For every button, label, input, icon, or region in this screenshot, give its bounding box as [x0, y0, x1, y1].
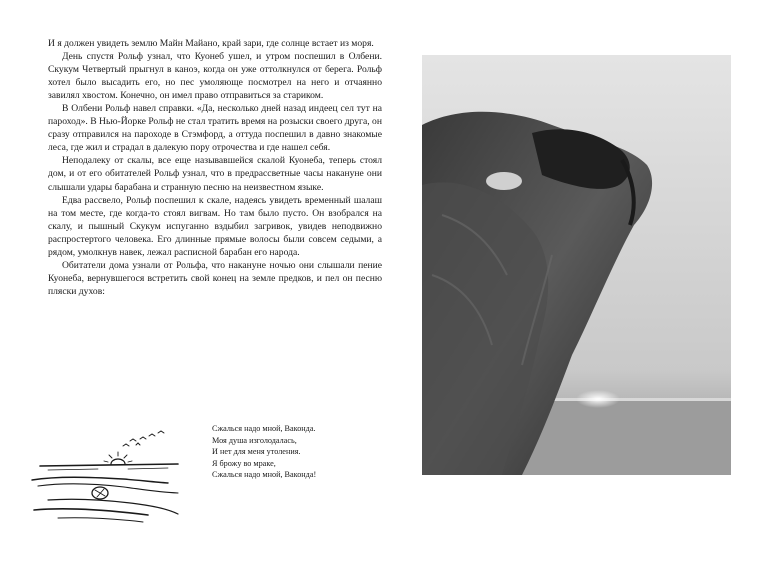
- photo-indian-on-rock: [422, 55, 731, 475]
- poem-line-5: Сжалься надо мной, Ваконда!: [212, 470, 317, 479]
- main-text-column: [48, 37, 382, 298]
- paragraph-4: Неподалеку от скалы, все еще называвшейся скалой Куонеба, теперь стоял дом, и от его обитателей Рольф узнал, что в предрассветные часы накануне они слышали удары барабана и странную песню на неизвестном языке.: [48, 155, 382, 193]
- poem-line-4: Я брожу во мраке,: [212, 458, 276, 468]
- horizon-sketch-illustration: [28, 420, 198, 530]
- poem-line-2: Моя душа изголодалась,: [212, 435, 297, 445]
- poem-line-3: И нет для меня утоления.: [212, 447, 301, 456]
- paragraph-1: И я должен увидеть землю Майн Майано, край зари, где солнце встает из моря.: [48, 38, 374, 49]
- paragraph-2: День спустя Рольф узнал, что Куонеб ушел, и утром поспешил в Олбени. Скукум Четвертый прыгнул в каноэ, когда он уже оттолкнулся от берега. Рольф хотел было высадить его, но пес умоляюще посмотрел на него и отчаянно завилял хвостом. Конечно, он имел право отправиться за стариком.: [48, 51, 382, 102]
- paragraph-6: Обитатели дома узнали от Рольфа, что накануне ночью они слышали пение Куонеба, вернувшегося встретить свой конец на земле предков, и пел он песню пляски духов:: [48, 259, 382, 297]
- poem-line-1: Сжалься надо мной, Ваконда.: [212, 424, 316, 433]
- poem-block: [212, 423, 382, 481]
- paragraph-5: Едва рассвело, Рольф поспешил к скале, надеясь увидеть временный шалаш на том месте, где когда-то стоял вигвам. Но там было пусто. Он взобрался на скалу, и пышный Скукум испуганно вздыбил загривок, увидев неподвижно распростертого человека. Его длинные прямые волосы были совсем седыми, а рядом, умолкнув навек, лежал расписной барабан его народа.: [48, 194, 382, 258]
- paragraph-3: В Олбени Рольф навел справки. «Да, несколько дней назад индеец сел тут на пароход». В Нью-Йорке Рольф не стал тратить время на розыски своего друга, он сразу отправился на пароходе в Стэмфорд, а оттуда поспешил в давно знакомые леса, где жил и страдал в далекую пору отрочества и где нашел себя.: [48, 103, 382, 154]
